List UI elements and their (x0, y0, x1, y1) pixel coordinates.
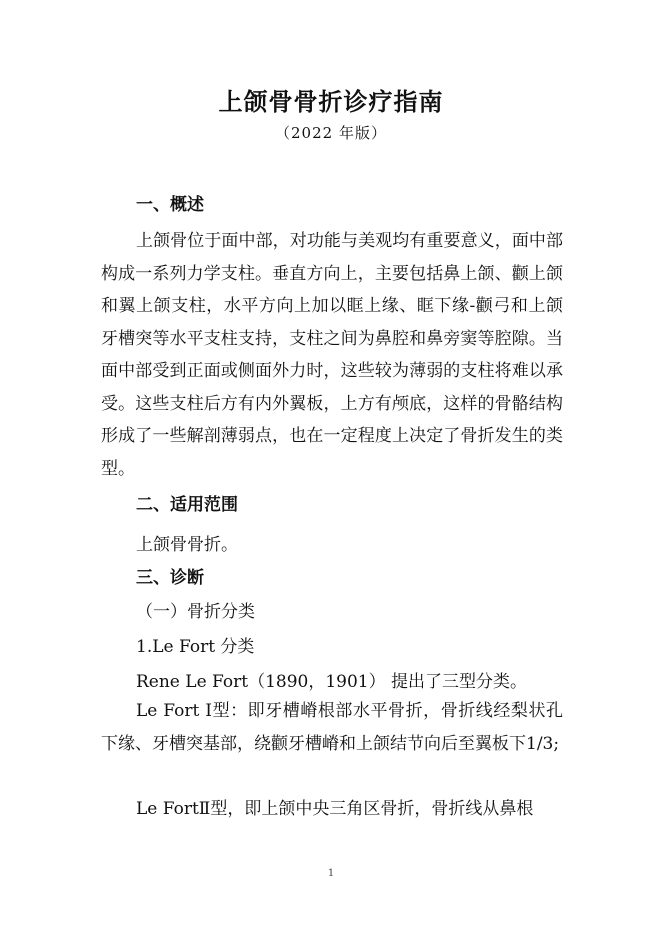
section-body-overview: 上颌骨位于面中部，对功能与美观均有重要意义，面中部构成一系列力学支柱。垂直方向上，主要包括鼻上颌、颧上颌和翼上颌支柱，水平方向上加以眶上缘、眶下缘-颧弓和上颌牙槽突等水平支柱支持，支柱之间为鼻腔和鼻旁窦等腔隙。当面中部受到正面或侧面外力时，这些较为薄弱的支柱将难以承受。这些支柱后方有内外翼板，上方有颅底，这样的骨骼结构形成了一些解剖薄弱点，也在一定程度上决定了骨折发生的类型。 (101, 231, 563, 479)
subsection-heading-fracture-classification: （一）骨折分类 (136, 602, 255, 622)
section-heading-diagnosis: 三、诊断 (136, 568, 204, 588)
le-fort-intro: Rene Le Fort（1890，1901） 提出了三型分类。 (136, 672, 528, 692)
section-heading-overview: 一、概述 (136, 195, 204, 215)
page-number: 1 (327, 868, 335, 879)
document-title: 上颌骨骨折诊疗指南 (218, 88, 444, 116)
section-heading-scope: 二、适用范围 (136, 495, 238, 515)
le-fort-type-1: Le Fort Ⅰ型：即牙槽嵴根部水平骨折，骨折线经梨状孔下缘、牙槽突基部，绕颧牙槽嵴和上颌结节向后至翼板下1/3; (101, 701, 563, 754)
le-fort-type-2: Le FortⅡ型，即上颌中央三角区骨折，骨折线从鼻根 (136, 799, 534, 819)
item-heading-le-fort: 1.Le Fort 分类 (136, 637, 255, 657)
document-subtitle: （2022 年版） (275, 124, 387, 142)
section-body-scope: 上颌骨骨折。 (136, 535, 238, 555)
